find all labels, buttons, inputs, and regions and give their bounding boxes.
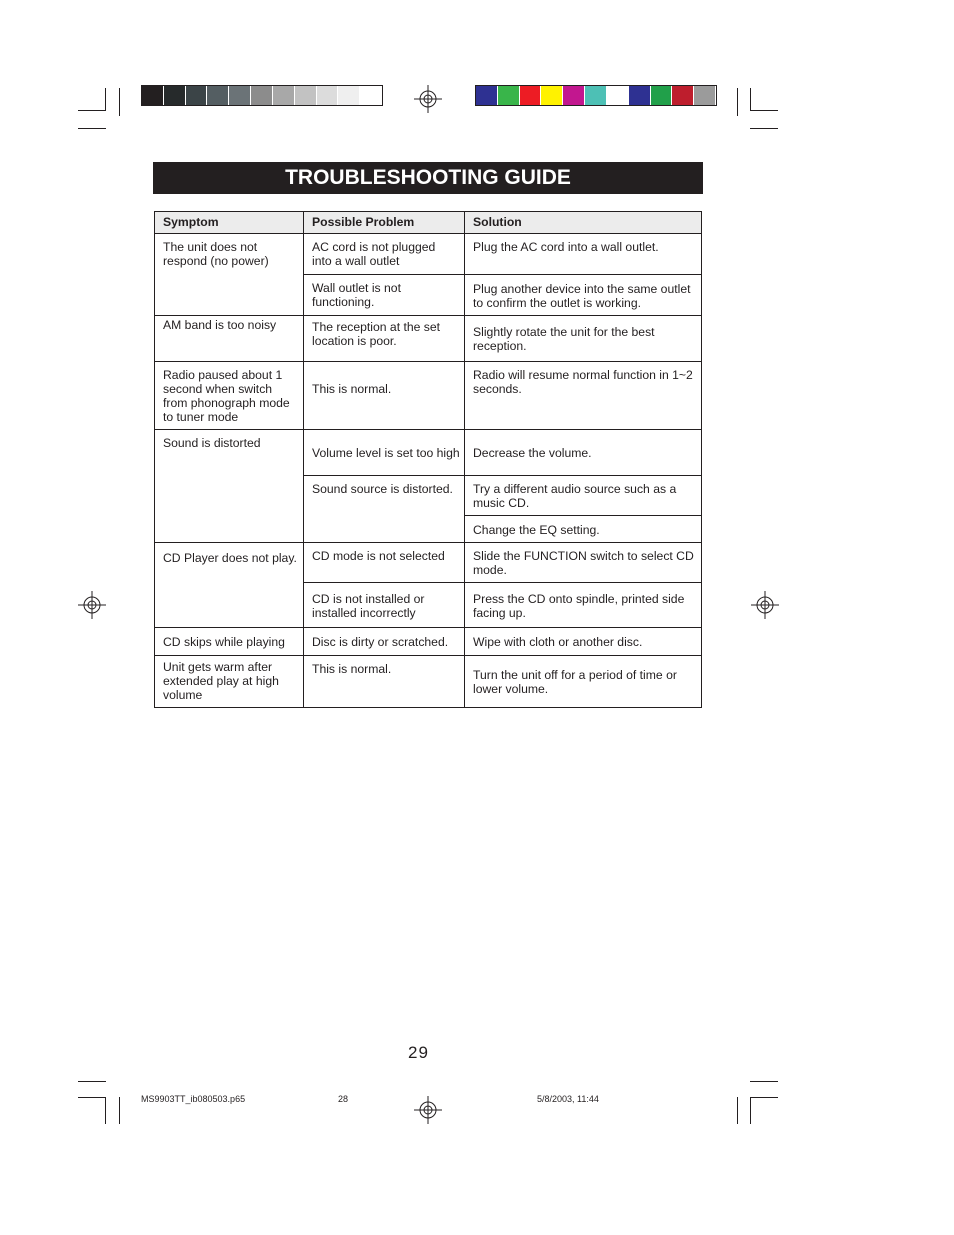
symptom-cell: Sound is distorted <box>155 430 304 543</box>
troubleshooting-table <box>154 211 702 708</box>
color-swatch <box>164 86 186 105</box>
solution-cell: Press the CD onto spindle, printed side facing up. <box>465 583 702 628</box>
color-swatch <box>229 86 251 105</box>
color-swatch <box>629 86 651 105</box>
color-swatch <box>585 86 607 105</box>
crop-mark <box>750 128 778 129</box>
color-swatch <box>541 86 563 105</box>
table-row <box>155 656 702 708</box>
table-row <box>155 628 702 656</box>
crop-mark <box>78 110 106 111</box>
color-swatch <box>295 86 317 105</box>
color-swatch <box>607 86 629 105</box>
color-swatch <box>338 86 360 105</box>
color-swatch <box>317 86 339 105</box>
crop-mark <box>78 1097 106 1098</box>
table-row <box>155 362 702 430</box>
solution-cell: Slightly rotate the unit for the best reception. <box>465 316 702 362</box>
page-number: 29 <box>408 1043 429 1062</box>
crop-mark <box>750 88 751 111</box>
solution-cell: Radio will resume normal function in 1~2 seconds. <box>465 362 702 430</box>
color-swatch <box>207 86 229 105</box>
crop-mark <box>750 1081 778 1082</box>
symptom-cell: Radio paused about 1 second when switch from phonograph mode to tuner mode <box>155 362 304 430</box>
crop-mark <box>78 1081 106 1082</box>
color-swatch <box>520 86 542 105</box>
solution-cell: Turn the unit off for a period of time or lower volume. <box>465 656 702 708</box>
symptom-cell: AM band is too noisy <box>155 316 304 362</box>
crop-mark <box>750 110 778 111</box>
problem-cell: Disc is dirty or scratched. <box>304 628 465 656</box>
table-header-row <box>155 212 702 234</box>
table-row <box>155 543 702 583</box>
solution-cell: Change the EQ setting. <box>465 516 702 543</box>
registration-mark-icon <box>751 591 779 619</box>
registration-mark-icon <box>78 591 106 619</box>
registration-mark-icon <box>414 1096 442 1124</box>
grayscale-color-bar <box>141 85 383 106</box>
crop-mark <box>105 1097 106 1124</box>
color-swatch <box>360 86 382 105</box>
color-swatch <box>142 86 164 105</box>
crop-mark <box>78 128 106 129</box>
problem-cell: CD is not installed or installed incorrectly <box>304 583 465 628</box>
footer-filename: MS9903TT_ib080503.p65 <box>141 1094 246 1104</box>
crop-mark <box>119 1097 120 1124</box>
crop-mark <box>119 88 120 116</box>
color-swatch <box>651 86 673 105</box>
column-header-symptom: Symptom <box>155 212 304 234</box>
color-swatch <box>273 86 295 105</box>
color-swatch <box>694 86 716 105</box>
solution-cell: Slide the FUNCTION switch to select CD mode. <box>465 543 702 583</box>
column-header-solution: Solution <box>465 212 702 234</box>
footer-page: 28 <box>338 1094 349 1104</box>
color-swatch <box>251 86 273 105</box>
problem-cell: AC cord is not plugged into a wall outlet <box>304 234 465 275</box>
footer-datetime: 5/8/2003, 11:44 <box>537 1094 599 1104</box>
crop-mark <box>105 88 106 111</box>
symptom-cell: The unit does not respond (no power) <box>155 234 304 316</box>
problem-cell: Sound source is distorted. <box>304 476 465 543</box>
symptom-cell: CD skips while playing <box>155 628 304 656</box>
problem-cell: CD mode is not selected <box>304 543 465 583</box>
color-swatch <box>498 86 520 105</box>
crop-mark <box>737 88 738 116</box>
solution-cell: Wipe with cloth or another disc. <box>465 628 702 656</box>
color-swatch <box>563 86 585 105</box>
color-swatch <box>476 86 498 105</box>
solution-cell: Decrease the volume. <box>465 430 702 476</box>
color-swatch <box>672 86 694 105</box>
table-row <box>155 430 702 476</box>
problem-cell: This is normal. <box>304 656 465 708</box>
crop-mark <box>750 1097 751 1124</box>
problem-cell: Wall outlet is not functioning. <box>304 275 465 316</box>
solution-cell: Try a different audio source such as a music CD. <box>465 476 702 516</box>
registration-mark-icon <box>414 85 442 113</box>
symptom-cell: Unit gets warm after extended play at high volume <box>155 656 304 708</box>
problem-cell: This is normal. <box>304 362 465 430</box>
page-title: TROUBLESHOOTING GUIDE <box>153 162 703 194</box>
color-swatch <box>186 86 208 105</box>
problem-cell: Volume level is set too high <box>304 430 465 476</box>
process-color-bar <box>475 85 717 106</box>
symptom-cell: CD Player does not play. <box>155 543 304 628</box>
problem-cell: The reception at the set location is poor. <box>304 316 465 362</box>
solution-cell: Plug the AC cord into a wall outlet. <box>465 234 702 275</box>
crop-mark <box>737 1097 738 1124</box>
table-row <box>155 234 702 275</box>
column-header-possible-problem: Possible Problem <box>304 212 465 234</box>
table-row <box>155 316 702 362</box>
solution-cell: Plug another device into the same outlet to confirm the outlet is working. <box>465 275 702 316</box>
crop-mark <box>750 1097 778 1098</box>
